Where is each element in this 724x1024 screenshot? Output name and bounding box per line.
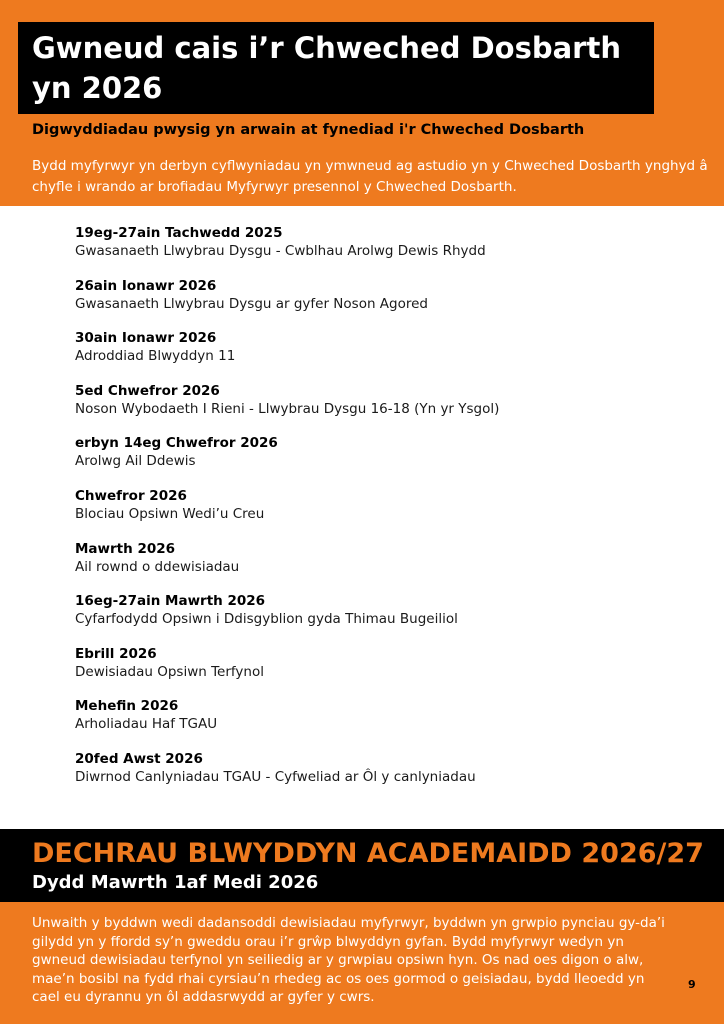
- event-description: Noson Wybodaeth I Rieni - Llwybrau Dysgu 16-18 (Yn yr Ysgol): [75, 400, 500, 417]
- event-description: Cyfarfodydd Opsiwn i Ddisgyblion gyda Thimau Bugeiliol: [75, 611, 458, 628]
- event-date: Mehefin 2026: [75, 698, 179, 715]
- event-date: 5ed Chwefror 2026: [75, 382, 220, 399]
- event-description: Arolwg Ail Ddewis: [75, 453, 196, 470]
- intro-paragraph: Bydd myfyrwyr yn derbyn cyflwyniadau yn ymwneud ag astudio yn y Chweched Dosbarth ynghyd â chyfle i wrando ar brofiadau Myfyrwyr presennol y Chweched Dosbarth.: [32, 158, 708, 195]
- event-description: Diwrnod Canlyniadau TGAU - Cyfweliad ar Ôl y canlyniadau: [75, 768, 476, 785]
- event-item: [75, 224, 695, 277]
- event-description: Adroddiad Blwyddyn 11: [75, 348, 236, 365]
- event-date: 30ain Ionawr 2026: [75, 330, 217, 347]
- academic-year-banner: [0, 829, 724, 902]
- closing-paragraph: Unwaith y byddwn wedi dadansoddi dewisiadau myfyrwyr, byddwn yn grwpio pynciau gy-da’i gilydd yn y ffordd sy’n gweddu orau i’r grŵp blwyddyn gyfan. Bydd myfyrwyr wedyn yn gwneud dewisiadau terfynol yn seiliedig ar y grwpiau opsiwn hyn. Os nad oes digon o alw, mae’n bosibl na fydd rhai cyrsiau’n rhedeg ac os oes gormod o geisiadau, bydd lleoedd yn cael eu dyrannu yn ôl addasrwydd ar gyfer y cwrs.: [32, 915, 665, 1005]
- page-number: 9: [688, 978, 696, 991]
- event-item: [75, 697, 695, 750]
- event-description: Ail rownd o ddewisiadau: [75, 558, 240, 575]
- event-item: [75, 382, 695, 435]
- event-item: [75, 592, 695, 645]
- academic-year-start-date: Dydd Mawrth 1af Medi 2026: [32, 872, 319, 893]
- event-item: [75, 750, 695, 803]
- title-box: [18, 22, 654, 114]
- event-date: 20fed Awst 2026: [75, 750, 203, 767]
- event-date: 26ain Ionawr 2026: [75, 277, 217, 294]
- event-item: [75, 645, 695, 698]
- section-subheading: Digwyddiadau pwysig yn arwain at fynediad i'r Chweched Dosbarth: [32, 122, 585, 138]
- event-description: Arholiadau Haf TGAU: [75, 716, 218, 733]
- header-section: [0, 0, 724, 206]
- event-item: [75, 487, 695, 540]
- event-date: 19eg-27ain Tachwedd 2025: [75, 225, 283, 241]
- event-description: Blociau Opsiwn Wedi’u Creu: [75, 505, 265, 522]
- event-description: Gwasanaeth Llwybrau Dysgu - Cwblhau Arolwg Dewis Rhydd: [75, 243, 486, 259]
- event-item: [75, 434, 695, 487]
- academic-year-heading: DECHRAU BLWYDDYN ACADEMAIDD 2026/27: [32, 838, 704, 869]
- event-date: Ebrill 2026: [75, 645, 157, 662]
- event-date: 16eg-27ain Mawrth 2026: [75, 593, 266, 610]
- event-description: Gwasanaeth Llwybrau Dysgu ar gyfer Noson Agored: [75, 295, 428, 312]
- closing-section: [0, 902, 724, 1024]
- event-item: [75, 277, 695, 330]
- page-title: Gwneud cais i’r Chweched Dosbarth yn 2026: [32, 31, 621, 105]
- event-date: Chwefror 2026: [75, 487, 187, 504]
- event-item: [75, 540, 695, 593]
- event-item: [75, 329, 695, 382]
- events-list: [75, 224, 695, 803]
- event-date: erbyn 14eg Chwefror 2026: [75, 435, 278, 452]
- event-description: Dewisiadau Opsiwn Terfynol: [75, 663, 264, 680]
- event-date: Mawrth 2026: [75, 540, 176, 557]
